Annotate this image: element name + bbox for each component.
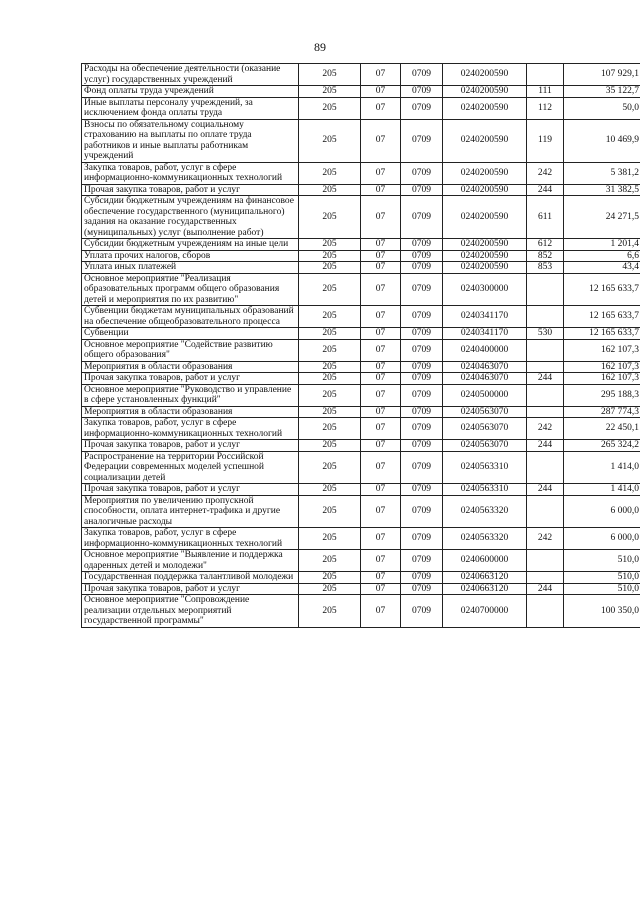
target-article-cell: 0240563320 (443, 528, 527, 550)
ministry-code-cell: 205 (299, 273, 361, 306)
amount-cell: 1 201,4 (564, 239, 640, 251)
section-code-cell: 07 (361, 451, 401, 484)
subsection-code-cell: 0709 (401, 495, 443, 528)
expense-type-cell: 244 (527, 184, 564, 196)
section-code-cell: 07 (361, 572, 401, 584)
name-cell: Основное мероприятие "Руководство и управление в сфере установленных функций" (82, 384, 299, 406)
target-article-cell: 0240200590 (443, 119, 527, 162)
ministry-code-cell: 205 (299, 550, 361, 572)
table-row (82, 86, 640, 98)
expense-type-cell (527, 384, 564, 406)
table-row (82, 384, 640, 406)
ministry-code-cell: 205 (299, 97, 361, 119)
table-row (82, 273, 640, 306)
table-row (82, 440, 640, 452)
ministry-code-cell: 205 (299, 495, 361, 528)
ministry-code-cell: 205 (299, 484, 361, 496)
ministry-code-cell: 205 (299, 451, 361, 484)
expense-type-cell: 530 (527, 328, 564, 340)
expense-type-cell: 244 (527, 373, 564, 385)
amount-cell: 162 107,3 (564, 339, 640, 361)
budget-table-body (82, 64, 640, 628)
expense-type-cell: 852 (527, 250, 564, 262)
section-code-cell: 07 (361, 97, 401, 119)
expense-type-cell: 244 (527, 440, 564, 452)
amount-cell: 1 414,0 (564, 451, 640, 484)
section-code-cell: 07 (361, 239, 401, 251)
section-code-cell: 07 (361, 550, 401, 572)
amount-cell: 162 107,3 (564, 361, 640, 373)
target-article-cell: 0240200590 (443, 239, 527, 251)
subsection-code-cell: 0709 (401, 440, 443, 452)
name-cell: Прочая закупка товаров, работ и услуг (82, 184, 299, 196)
ministry-code-cell: 205 (299, 406, 361, 418)
subsection-code-cell: 0709 (401, 273, 443, 306)
section-code-cell: 07 (361, 273, 401, 306)
table-row (82, 361, 640, 373)
target-article-cell: 0240200590 (443, 184, 527, 196)
amount-cell: 287 774,3 (564, 406, 640, 418)
amount-cell: 50,0 (564, 97, 640, 119)
section-code-cell: 07 (361, 86, 401, 98)
amount-cell: 107 929,1 (564, 64, 640, 86)
subsection-code-cell: 0709 (401, 339, 443, 361)
section-code-cell: 07 (361, 495, 401, 528)
expense-type-cell (527, 64, 564, 86)
target-article-cell: 0240200590 (443, 162, 527, 184)
subsection-code-cell: 0709 (401, 97, 443, 119)
target-article-cell: 0240663120 (443, 583, 527, 595)
target-article-cell: 0240200590 (443, 250, 527, 262)
ministry-code-cell: 205 (299, 583, 361, 595)
name-cell: Иные выплаты персоналу учреждений, за исключением фонда оплаты труда (82, 97, 299, 119)
ministry-code-cell: 205 (299, 119, 361, 162)
expense-type-cell (527, 361, 564, 373)
table-row (82, 484, 640, 496)
amount-cell: 35 122,7 (564, 86, 640, 98)
name-cell: Основное мероприятие "Сопровождение реализации отдельных мероприятий государственной программы" (82, 595, 299, 628)
amount-cell: 162 107,3 (564, 373, 640, 385)
amount-cell: 6,6 (564, 250, 640, 262)
name-cell: Распространение на территории Российской Федерации современных моделей успешной социализации детей (82, 451, 299, 484)
name-cell: Субсидии бюджетным учреждениям на финансовое обеспечение государственного (муниципального) задания на оказание государственных (муниципальных) услуг (выполнение работ) (82, 196, 299, 239)
amount-cell: 265 324,2 (564, 440, 640, 452)
section-code-cell: 07 (361, 306, 401, 328)
target-article-cell: 0240400000 (443, 339, 527, 361)
section-code-cell: 07 (361, 528, 401, 550)
expense-type-cell (527, 572, 564, 584)
section-code-cell: 07 (361, 119, 401, 162)
section-code-cell: 07 (361, 162, 401, 184)
section-code-cell: 07 (361, 595, 401, 628)
ministry-code-cell: 205 (299, 339, 361, 361)
ministry-code-cell: 205 (299, 373, 361, 385)
section-code-cell: 07 (361, 339, 401, 361)
target-article-cell: 0240463070 (443, 373, 527, 385)
subsection-code-cell: 0709 (401, 262, 443, 274)
expense-type-cell: 244 (527, 583, 564, 595)
name-cell: Взносы по обязательному социальному страхованию на выплаты по оплате труда работников и иные выплаты работникам учреждений (82, 119, 299, 162)
expense-type-cell (527, 406, 564, 418)
target-article-cell: 0240200590 (443, 86, 527, 98)
amount-cell: 100 350,0 (564, 595, 640, 628)
subsection-code-cell: 0709 (401, 550, 443, 572)
name-cell: Мероприятия в области образования (82, 406, 299, 418)
expense-type-cell: 112 (527, 97, 564, 119)
expense-type-cell (527, 339, 564, 361)
ministry-code-cell: 205 (299, 64, 361, 86)
section-code-cell: 07 (361, 250, 401, 262)
amount-cell: 12 165 633,7 (564, 273, 640, 306)
target-article-cell: 0240463070 (443, 361, 527, 373)
section-code-cell: 07 (361, 583, 401, 595)
expense-type-cell (527, 451, 564, 484)
name-cell: Субвенции бюджетам муниципальных образований на обеспечение общеобразовательного процесса (82, 306, 299, 328)
name-cell: Мероприятия по увеличению пропускной способности, оплата интернет-трафика и другие аналогичные расходы (82, 495, 299, 528)
name-cell: Основное мероприятие "Реализация образовательных программ общего образования детей и мероприятия по их развитию" (82, 273, 299, 306)
section-code-cell: 07 (361, 196, 401, 239)
name-cell: Уплата прочих налогов, сборов (82, 250, 299, 262)
expense-type-cell: 242 (527, 162, 564, 184)
target-article-cell: 0240563310 (443, 484, 527, 496)
target-article-cell: 0240200590 (443, 262, 527, 274)
ministry-code-cell: 205 (299, 440, 361, 452)
ministry-code-cell: 205 (299, 572, 361, 584)
expense-type-cell: 111 (527, 86, 564, 98)
budget-table (81, 63, 640, 628)
ministry-code-cell: 205 (299, 528, 361, 550)
section-code-cell: 07 (361, 418, 401, 440)
target-article-cell: 0240700000 (443, 595, 527, 628)
ministry-code-cell: 205 (299, 595, 361, 628)
table-row (82, 373, 640, 385)
amount-cell: 12 165 633,7 (564, 328, 640, 340)
name-cell: Мероприятия в области образования (82, 361, 299, 373)
ministry-code-cell: 205 (299, 239, 361, 251)
target-article-cell: 0240563070 (443, 440, 527, 452)
name-cell: Закупка товаров, работ, услуг в сфере информационно-коммуникационных технологий (82, 418, 299, 440)
ministry-code-cell: 205 (299, 328, 361, 340)
name-cell: Прочая закупка товаров, работ и услуг (82, 583, 299, 595)
section-code-cell: 07 (361, 262, 401, 274)
name-cell: Основное мероприятие "Содействие развитию общего образования" (82, 339, 299, 361)
expense-type-cell (527, 595, 564, 628)
target-article-cell: 0240500000 (443, 384, 527, 406)
table-row (82, 196, 640, 239)
table-row (82, 250, 640, 262)
name-cell: Основное мероприятие "Выявление и поддержка одаренных детей и молодежи" (82, 550, 299, 572)
amount-cell: 295 188,3 (564, 384, 640, 406)
section-code-cell: 07 (361, 361, 401, 373)
table-row (82, 306, 640, 328)
name-cell: Расходы на обеспечение деятельности (оказание услуг) государственных учреждений (82, 64, 299, 86)
table-row (82, 119, 640, 162)
table-row (82, 328, 640, 340)
ministry-code-cell: 205 (299, 361, 361, 373)
amount-cell: 12 165 633,7 (564, 306, 640, 328)
subsection-code-cell: 0709 (401, 418, 443, 440)
table-row (82, 97, 640, 119)
amount-cell: 43,4 (564, 262, 640, 274)
table-row (82, 418, 640, 440)
amount-cell: 510,0 (564, 583, 640, 595)
subsection-code-cell: 0709 (401, 384, 443, 406)
subsection-code-cell: 0709 (401, 595, 443, 628)
ministry-code-cell: 205 (299, 306, 361, 328)
expense-type-cell (527, 306, 564, 328)
name-cell: Прочая закупка товаров, работ и услуг (82, 373, 299, 385)
ministry-code-cell: 205 (299, 384, 361, 406)
table-row (82, 583, 640, 595)
table-row (82, 495, 640, 528)
name-cell: Прочая закупка товаров, работ и услуг (82, 484, 299, 496)
ministry-code-cell: 205 (299, 418, 361, 440)
ministry-code-cell: 205 (299, 184, 361, 196)
amount-cell: 5 381,2 (564, 162, 640, 184)
subsection-code-cell: 0709 (401, 239, 443, 251)
name-cell: Закупка товаров, работ, услуг в сфере информационно-коммуникационных технологий (82, 528, 299, 550)
section-code-cell: 07 (361, 406, 401, 418)
target-article-cell: 0240200590 (443, 196, 527, 239)
section-code-cell: 07 (361, 373, 401, 385)
table-row (82, 339, 640, 361)
table-row (82, 406, 640, 418)
page-number: 89 (314, 40, 326, 54)
expense-type-cell: 242 (527, 528, 564, 550)
subsection-code-cell: 0709 (401, 528, 443, 550)
ministry-code-cell: 205 (299, 86, 361, 98)
expense-type-cell: 612 (527, 239, 564, 251)
expense-type-cell (527, 550, 564, 572)
table-row (82, 162, 640, 184)
expense-type-cell: 853 (527, 262, 564, 274)
section-code-cell: 07 (361, 64, 401, 86)
subsection-code-cell: 0709 (401, 572, 443, 584)
subsection-code-cell: 0709 (401, 250, 443, 262)
name-cell: Уплата иных платежей (82, 262, 299, 274)
table-row (82, 528, 640, 550)
target-article-cell: 0240200590 (443, 64, 527, 86)
amount-cell: 6 000,0 (564, 528, 640, 550)
name-cell: Субсидии бюджетным учреждениям на иные цели (82, 239, 299, 251)
target-article-cell: 0240563310 (443, 451, 527, 484)
target-article-cell: 0240563070 (443, 418, 527, 440)
subsection-code-cell: 0709 (401, 583, 443, 595)
section-code-cell: 07 (361, 328, 401, 340)
target-article-cell: 0240341170 (443, 306, 527, 328)
subsection-code-cell: 0709 (401, 373, 443, 385)
subsection-code-cell: 0709 (401, 328, 443, 340)
subsection-code-cell: 0709 (401, 86, 443, 98)
target-article-cell: 0240563070 (443, 406, 527, 418)
ministry-code-cell: 205 (299, 162, 361, 184)
ministry-code-cell: 205 (299, 196, 361, 239)
expense-type-cell: 244 (527, 484, 564, 496)
table-row (82, 262, 640, 274)
amount-cell: 6 000,0 (564, 495, 640, 528)
name-cell: Закупка товаров, работ, услуг в сфере информационно-коммуникационных технологий (82, 162, 299, 184)
amount-cell: 31 382,5 (564, 184, 640, 196)
table-row (82, 184, 640, 196)
name-cell: Государственная поддержка талантливой молодежи (82, 572, 299, 584)
subsection-code-cell: 0709 (401, 361, 443, 373)
section-code-cell: 07 (361, 484, 401, 496)
expense-type-cell (527, 495, 564, 528)
name-cell: Прочая закупка товаров, работ и услуг (82, 440, 299, 452)
target-article-cell: 0240563320 (443, 495, 527, 528)
expense-type-cell: 242 (527, 418, 564, 440)
subsection-code-cell: 0709 (401, 162, 443, 184)
target-article-cell: 0240300000 (443, 273, 527, 306)
expense-type-cell: 611 (527, 196, 564, 239)
expense-type-cell: 119 (527, 119, 564, 162)
amount-cell: 24 271,5 (564, 196, 640, 239)
name-cell: Фонд оплаты труда учреждений (82, 86, 299, 98)
section-code-cell: 07 (361, 440, 401, 452)
target-article-cell: 0240663120 (443, 572, 527, 584)
amount-cell: 10 469,9 (564, 119, 640, 162)
table-row (82, 550, 640, 572)
table-row (82, 595, 640, 628)
target-article-cell: 0240600000 (443, 550, 527, 572)
subsection-code-cell: 0709 (401, 484, 443, 496)
target-article-cell: 0240200590 (443, 97, 527, 119)
subsection-code-cell: 0709 (401, 451, 443, 484)
subsection-code-cell: 0709 (401, 196, 443, 239)
expense-type-cell (527, 273, 564, 306)
subsection-code-cell: 0709 (401, 406, 443, 418)
table-row (82, 64, 640, 86)
subsection-code-cell: 0709 (401, 184, 443, 196)
target-article-cell: 0240341170 (443, 328, 527, 340)
amount-cell: 1 414,0 (564, 484, 640, 496)
table-row (82, 572, 640, 584)
table-row (82, 239, 640, 251)
section-code-cell: 07 (361, 184, 401, 196)
section-code-cell: 07 (361, 384, 401, 406)
subsection-code-cell: 0709 (401, 306, 443, 328)
subsection-code-cell: 0709 (401, 119, 443, 162)
subsection-code-cell: 0709 (401, 64, 443, 86)
ministry-code-cell: 205 (299, 262, 361, 274)
name-cell: Субвенции (82, 328, 299, 340)
amount-cell: 510,0 (564, 572, 640, 584)
ministry-code-cell: 205 (299, 250, 361, 262)
table-row (82, 451, 640, 484)
amount-cell: 510,0 (564, 550, 640, 572)
amount-cell: 22 450,1 (564, 418, 640, 440)
